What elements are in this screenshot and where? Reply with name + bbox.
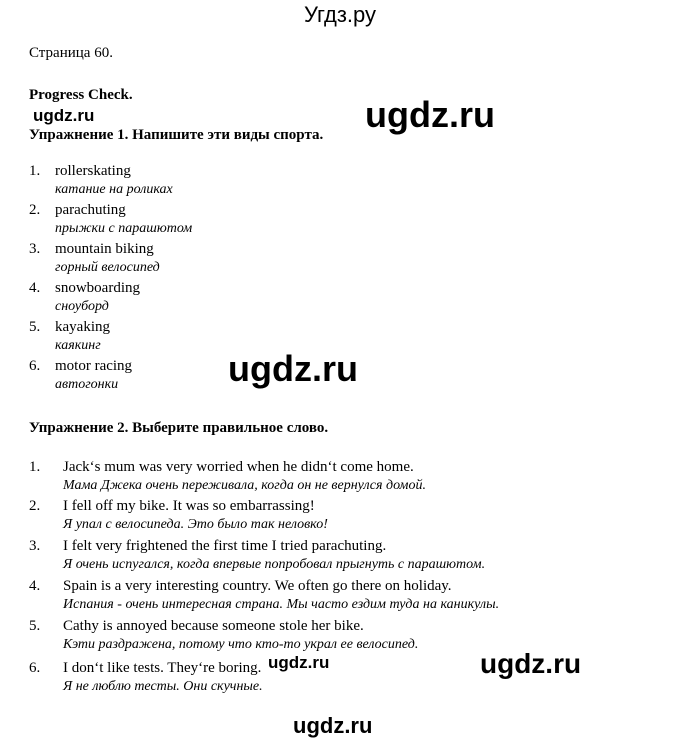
- item-russian: Мама Джека очень переживала, когда он не вернулся домой.: [63, 478, 426, 493]
- watermark: ugdz.ru: [293, 713, 373, 738]
- item-number: 1.: [29, 163, 41, 179]
- page-number: Страница 60.: [29, 45, 113, 61]
- item-russian: горный велосипед: [55, 260, 160, 275]
- item-russian: Я упал с велосипеда. Это было так неловко!: [63, 517, 328, 532]
- item-english: snowboarding: [55, 280, 140, 296]
- item-english: parachuting: [55, 202, 126, 218]
- item-english: I fell off my bike. It was so embarrassing!: [63, 498, 315, 514]
- item-russian: прыжки с парашютом: [55, 221, 193, 236]
- watermark: ugdz.ru: [365, 94, 495, 135]
- item-russian: автогонки: [55, 377, 119, 392]
- item-number: 6.: [29, 660, 41, 676]
- item-english: motor racing: [55, 358, 133, 374]
- item-english: rollerskating: [55, 163, 131, 179]
- section-title: Progress Check.: [29, 87, 133, 103]
- watermark: ugdz.ru: [33, 106, 95, 125]
- item-number: 3.: [29, 241, 41, 257]
- item-english: kayaking: [55, 319, 110, 335]
- item-number: 6.: [29, 358, 41, 374]
- watermark: ugdz.ru: [480, 648, 582, 679]
- item-english: Jack‘s mum was very worried when he didn‘t come home.: [63, 459, 414, 475]
- exercise-1-title: Упражнение 1. Напишите эти виды спорта.: [29, 127, 324, 143]
- item-number: 5.: [29, 618, 41, 634]
- item-russian: Я не люблю тесты. Они скучные.: [63, 679, 263, 694]
- item-russian: каякинг: [55, 338, 101, 353]
- item-number: 3.: [29, 538, 41, 554]
- item-number: 4.: [29, 280, 41, 296]
- item-russian: сноуборд: [55, 299, 109, 314]
- item-number: 5.: [29, 319, 41, 335]
- item-russian: Кэти раздражена, потому что кто-то украл ее велосипед.: [63, 637, 419, 652]
- watermark: ugdz.ru: [268, 653, 330, 672]
- item-russian: катание на роликах: [55, 182, 173, 197]
- item-number: 2.: [29, 202, 41, 218]
- item-english: Spain is a very interesting country. We often go there on holiday.: [63, 578, 452, 594]
- item-russian: Я очень испугался, когда впервые попробовал прыгнуть с парашютом.: [63, 557, 486, 572]
- item-number: 1.: [29, 459, 41, 475]
- watermark: ugdz.ru: [228, 348, 358, 389]
- item-english: Cathy is annoyed because someone stole her bike.: [63, 618, 364, 634]
- exercise-2-title: Упражнение 2. Выберите правильное слово.: [29, 420, 329, 436]
- item-number: 2.: [29, 498, 41, 514]
- item-english: I don‘t like tests. They‘re boring.: [63, 660, 262, 676]
- item-english: I felt very frightened the first time I tried parachuting.: [63, 538, 387, 554]
- item-number: 4.: [29, 578, 41, 594]
- item-russian: Испания - очень интересная страна. Мы часто ездим туда на каникулы.: [63, 597, 500, 612]
- site-title: Угдз.ру: [303, 2, 377, 27]
- item-english: mountain biking: [55, 241, 154, 257]
